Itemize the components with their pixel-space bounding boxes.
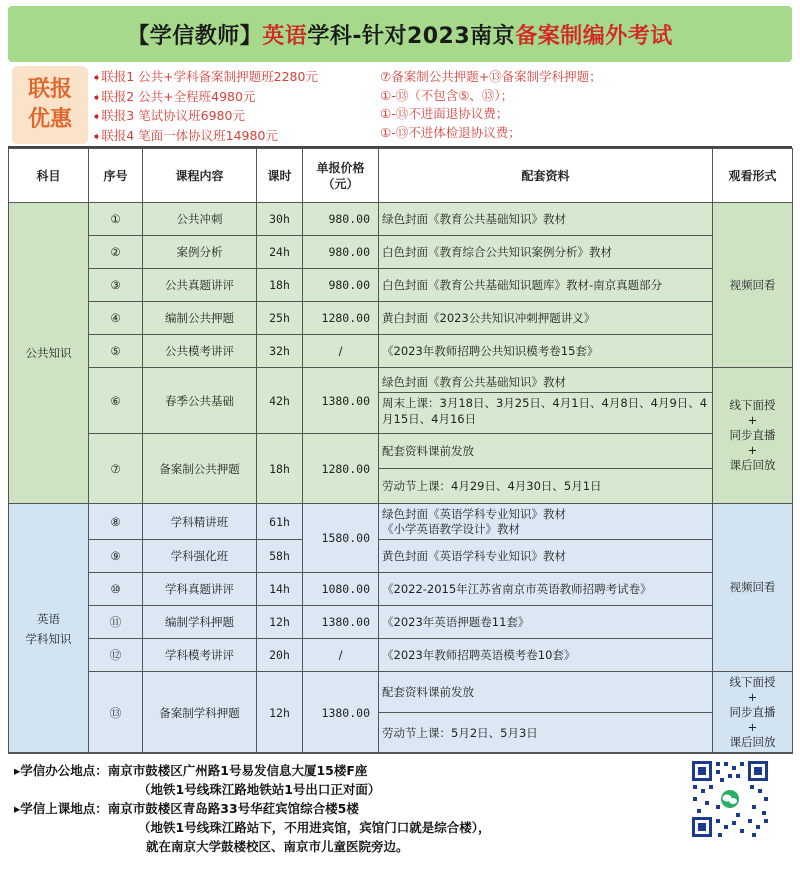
course-name: 备案制学科押题 [143, 672, 257, 754]
row-number: ⑧ [89, 504, 143, 540]
course-materials: 绿色封面《教育公共基础知识》教材 [379, 203, 713, 236]
address-footer [8, 752, 792, 868]
course-price: 1380.00 [303, 368, 379, 434]
row-number: ⑪ [89, 606, 143, 639]
format-cell: 视频回看 [713, 504, 793, 672]
course-hours: 18h [257, 434, 303, 504]
header-materials: 配套资料 [379, 149, 713, 203]
table-row [9, 639, 793, 672]
course-name: 学科强化班 [143, 540, 257, 573]
header-hours: 课时 [257, 149, 303, 203]
schedule-line: 周末上课：3月18日、3月25日、4月1日、4月8日、4月9日、4月15日、4月16日 [379, 392, 712, 429]
course-materials: 《2023年教师招聘英语模考卷10套》 [379, 639, 713, 672]
material-line: 配套资料课前发放 [382, 444, 474, 458]
course-name: 公共真题讲评 [143, 269, 257, 302]
row-number: ① [89, 203, 143, 236]
course-hours: 20h [257, 639, 303, 672]
schedule-line: 劳动节上课：5月2日、5月3日 [379, 712, 712, 753]
course-materials: 黄白封面《2023公共知识冲刺押题讲义》 [379, 302, 713, 335]
row-number: ⑨ [89, 540, 143, 573]
class-landmarks: 就在南京大学鼓楼校区、南京市儿童医院旁边。 [146, 839, 409, 854]
course-materials: 《2022-2015年江苏省南京市英语教师招聘考试卷》 [379, 573, 713, 606]
course-price: 1280.00 [303, 434, 379, 504]
row-number: ⑫ [89, 639, 143, 672]
wechat-qr-code-icon [690, 759, 770, 839]
badge-line-1: 联报 [27, 77, 72, 102]
row-number: ④ [89, 302, 143, 335]
header-number: 序号 [89, 149, 143, 203]
arrow-icon: ➧ [92, 110, 102, 123]
course-hours: 32h [257, 335, 303, 368]
row-number: ⑬ [89, 672, 143, 754]
table-row [9, 434, 793, 504]
course-name: 春季公共基础 [143, 368, 257, 434]
course-materials [379, 368, 713, 434]
table-row [9, 368, 793, 434]
header-course: 课程内容 [143, 149, 257, 203]
arrow-icon: ➧ [92, 71, 102, 84]
format-cell: 线下面授 + 同步直播 + 课后回放 [713, 368, 793, 504]
format-cell: 视频回看 [713, 203, 793, 368]
course-price: / [303, 335, 379, 368]
course-name: 学科精讲班 [143, 504, 257, 540]
course-name: 案例分析 [143, 236, 257, 269]
office-address: ▸学信办公地点：南京市鼓楼区广州路1号易发信息大厦15楼F座 [14, 763, 368, 778]
arrow-icon: ➧ [92, 90, 102, 104]
course-materials: 《2023年教师招聘公共知识模考卷15套》 [379, 335, 713, 368]
course-name: 公共模考讲评 [143, 335, 257, 368]
course-hours: 61h [257, 504, 303, 540]
bundle-details [380, 68, 602, 142]
row-number: ⑦ [89, 434, 143, 504]
header-price: 单报价格 （元） [303, 149, 379, 203]
course-price: 980.00 [303, 236, 379, 269]
course-price: 980.00 [303, 269, 379, 302]
course-hours: 24h [257, 236, 303, 269]
row-number: ⑥ [89, 368, 143, 434]
title-target: 学科-针对2023南京 [307, 23, 516, 49]
course-name: 备案制公共押题 [143, 434, 257, 504]
header-format: 观看形式 [713, 149, 793, 203]
course-name: 公共冲刺 [143, 203, 257, 236]
course-price: 1280.00 [303, 302, 379, 335]
row-number: ⑤ [89, 335, 143, 368]
table-row [9, 203, 793, 236]
arrow-icon: ➧ [92, 129, 102, 143]
course-name: 学科模考讲评 [143, 639, 257, 672]
bundle-list [92, 68, 318, 146]
course-hours: 30h [257, 203, 303, 236]
course-price: 1380.00 [303, 672, 379, 754]
table-row [9, 302, 793, 335]
course-materials [379, 672, 713, 754]
class-directions: （地铁1号线珠江路站下，不用进宾馆，宾馆门口就是综合楼）， [138, 820, 491, 835]
course-materials: 黄色封面《英语学科专业知识》教材 [379, 540, 713, 573]
course-price: 1080.00 [303, 573, 379, 606]
course-hours: 12h [257, 606, 303, 639]
subject-cell: 公共知识 [9, 203, 89, 504]
course-price: 1580.00 [303, 504, 379, 573]
page-title [8, 6, 792, 62]
bundle-badge [12, 66, 88, 144]
format-cell: 线下面授 + 同步直播 + 课后回放 [713, 672, 793, 754]
material-line: 绿色封面《教育公共基础知识》教材 [382, 375, 566, 389]
bundle-item: ➧联报3 笔试协议班6980元 [92, 108, 245, 123]
title-exam: 备案制编外考试 [515, 23, 673, 49]
title-subject: 英语 [262, 23, 308, 49]
table-row [9, 672, 793, 754]
course-hours: 42h [257, 368, 303, 434]
course-name: 编制公共押题 [143, 302, 257, 335]
course-price: 980.00 [303, 203, 379, 236]
course-price: 1380.00 [303, 606, 379, 639]
office-directions: （地铁1号线珠江路地铁站1号出口正对面） [138, 782, 381, 797]
course-hours: 25h [257, 302, 303, 335]
header-subject: 科目 [9, 149, 89, 203]
course-name: 编制学科押题 [143, 606, 257, 639]
course-materials: 绿色封面《英语学科专业知识》教材 《小学英语教学设计》教材 [379, 504, 713, 540]
course-hours: 14h [257, 573, 303, 606]
course-hours: 58h [257, 540, 303, 573]
row-number: ③ [89, 269, 143, 302]
table-row [9, 335, 793, 368]
row-number: ⑩ [89, 573, 143, 606]
schedule-line: 劳动节上课：4月29日、4月30日、5月1日 [379, 468, 712, 503]
row-number: ② [89, 236, 143, 269]
badge-line-2: 优惠 [27, 107, 72, 132]
course-hours: 18h [257, 269, 303, 302]
bundle-offers [8, 62, 792, 148]
subject-cell: 英语 学科知识 [9, 504, 89, 754]
bundle-detail: ⑦备案制公共押题+⑬备案制学科押题； [380, 69, 602, 84]
table-row [9, 269, 793, 302]
course-table [8, 148, 793, 754]
table-row [9, 606, 793, 639]
bundle-item: ➧联报2 公共+全程班4980元 [92, 88, 256, 104]
course-name: 学科真题讲评 [143, 573, 257, 606]
table-header-row [9, 149, 793, 203]
table-row [9, 540, 793, 573]
course-materials: 白色封面《教育综合公共知识案例分析》教材 [379, 236, 713, 269]
title-brand: 【学信教师】 [127, 23, 263, 49]
course-materials [379, 434, 713, 504]
class-address: ▸学信上课地点：南京市鼓楼区青岛路33号华荭宾馆综合楼5楼 [14, 801, 359, 816]
table-row [9, 236, 793, 269]
bundle-item: ➧联报4 笔面一体协议班14980元 [92, 127, 278, 143]
course-materials: 白色封面《教育公共基础知识题库》教材-南京真题部分 [379, 269, 713, 302]
course-hours: 12h [257, 672, 303, 754]
bundle-detail: ①-⑬不进体检退协议费； [380, 124, 521, 140]
course-price: / [303, 639, 379, 672]
bundle-item: ➧联报1 公共+学科备案制押题班2280元 [92, 69, 318, 84]
bundle-detail: ①-⑬（不包含⑤、⑬）； [380, 87, 514, 103]
bundle-detail: ①-⑬不进面退协议费； [380, 106, 509, 121]
material-line: 配套资料课前发放 [382, 685, 474, 699]
table-row [9, 504, 793, 540]
table-row [9, 573, 793, 606]
course-materials: 《2023年英语押题卷11套》 [379, 606, 713, 639]
